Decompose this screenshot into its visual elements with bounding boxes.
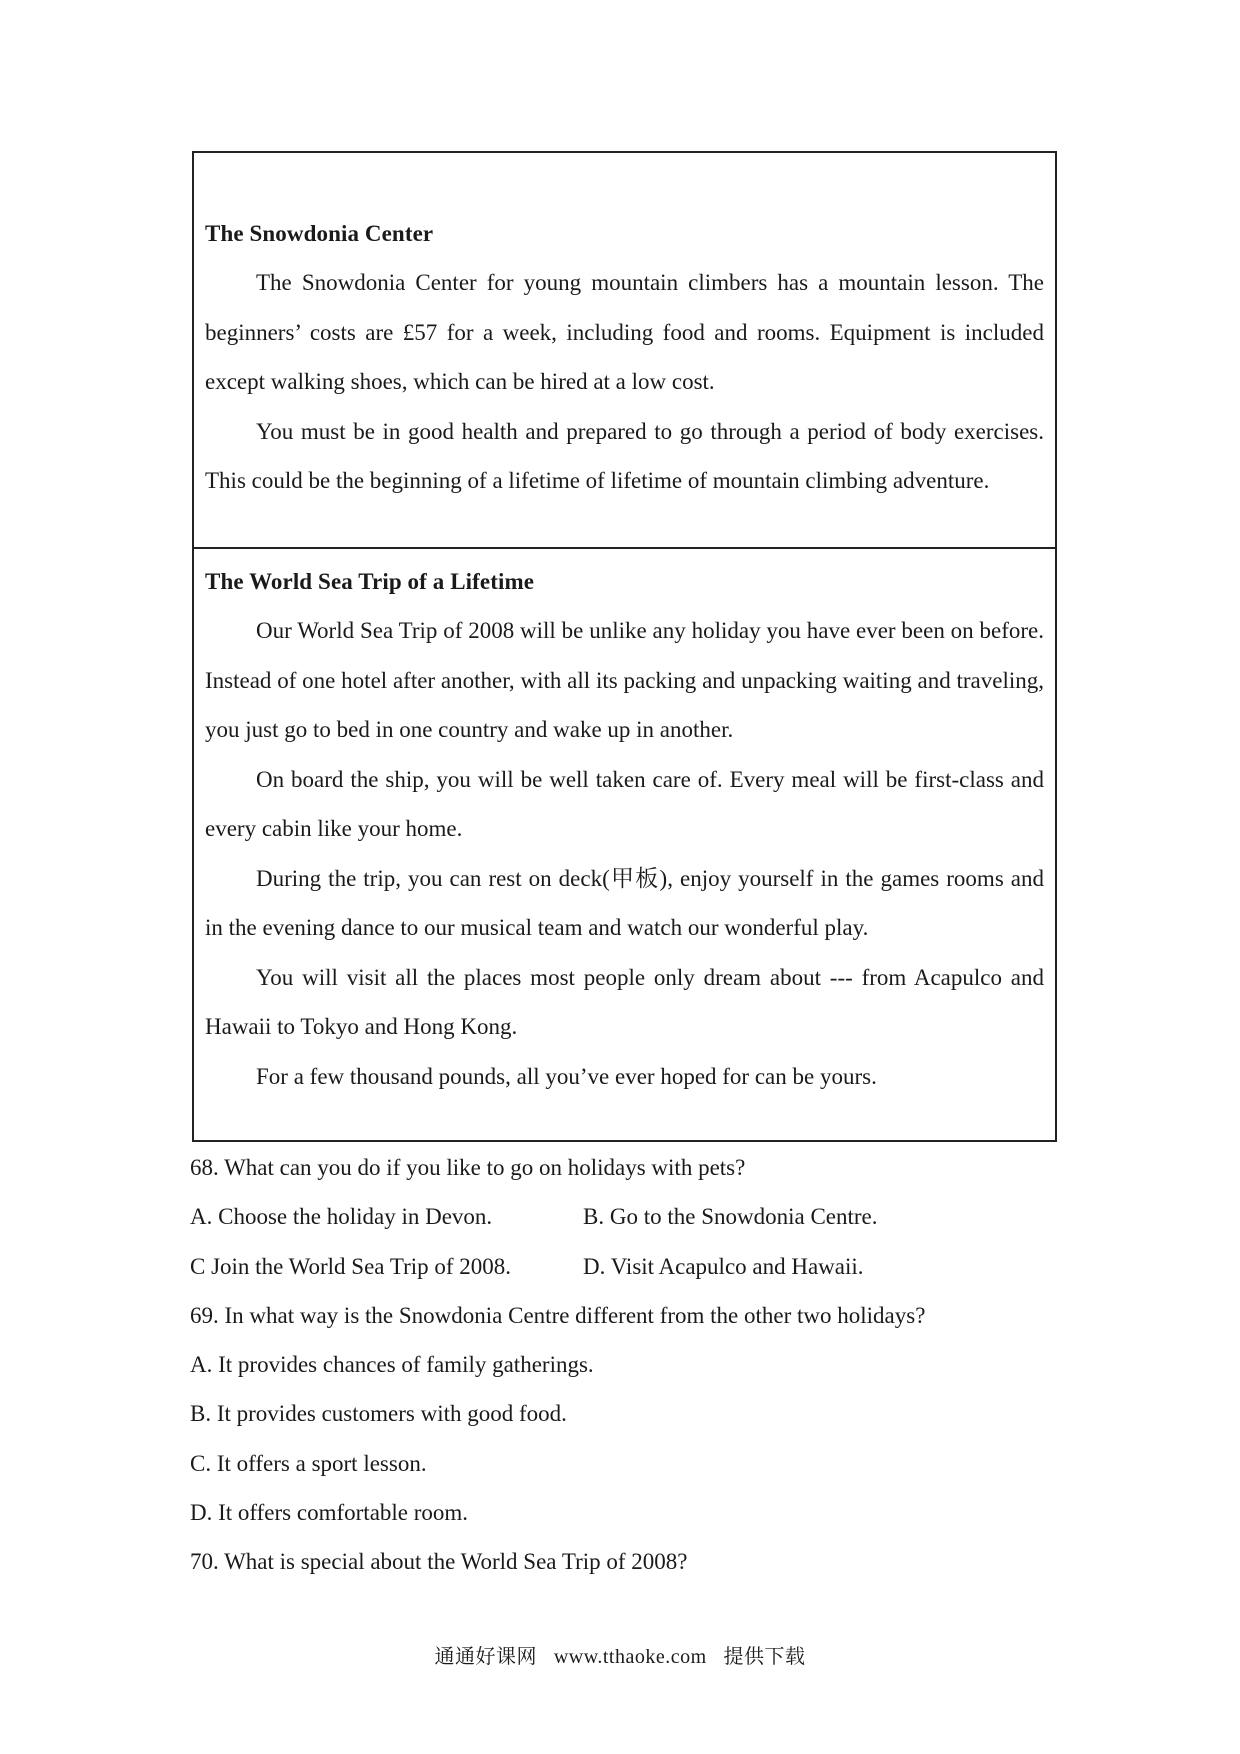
question-68-option-b: B. Go to the Snowdonia Centre. <box>583 1204 878 1230</box>
page-footer <box>0 1640 1240 1669</box>
sea-trip-paragraph-3: During the trip, you can rest on deck(甲板), enjoy yourself in the games rooms and in the evening dance to our musical team and watch our wonderful play. <box>205 865 1044 940</box>
question-70-stem: 70. What is special about the World Sea Trip of 2008? <box>190 1549 688 1575</box>
sea-trip-section <box>192 547 1057 1142</box>
question-68-options-row-1 <box>190 1192 1060 1241</box>
snowdonia-title: The Snowdonia Center <box>205 221 434 246</box>
sea-trip-paragraph-5: For a few thousand pounds, all you’ve ever hoped for can be yours. <box>256 1063 877 1089</box>
sea-trip-paragraph-1: Our World Sea Trip of 2008 will be unlike any holiday you have ever been on before. Instead of one hotel after another, with all its packing and unpacking waiting and traveling, you just go to bed in one country and wake up in another. <box>205 618 1044 742</box>
question-69-option-c: C. It offers a sport lesson. <box>190 1450 427 1476</box>
footer-suffix: 提供下载 <box>723 1644 806 1668</box>
sea-trip-paragraph-4: You will visit all the places most people only dream about --- from Acapulco and Hawaii to Tokyo and Hong Kong. <box>205 964 1044 1039</box>
snowdonia-paragraph-2: You must be in good health and prepared to go through a period of body exercises. This could be the beginning of a lifetime of lifetime of mountain climbing adventure. <box>205 418 1044 493</box>
question-68-option-c: C Join the World Sea Trip of 2008. <box>190 1253 512 1279</box>
question-69-option-d: D. It offers comfortable room. <box>190 1500 469 1526</box>
sea-trip-title: The World Sea Trip of a Lifetime <box>205 569 535 594</box>
question-68-option-d: D. Visit Acapulco and Hawaii. <box>583 1253 864 1279</box>
question-68-option-a: A. Choose the holiday in Devon. <box>190 1204 493 1230</box>
sea-trip-paragraph-2: On board the ship, you will be well taken care of. Every meal will be first-class and every cabin like your home. <box>205 766 1044 841</box>
snowdonia-section <box>192 151 1057 549</box>
question-68-options-row-2 <box>190 1242 1060 1291</box>
question-69-stem: 69. In what way is the Snowdonia Centre different from the other two holidays? <box>190 1302 926 1328</box>
footer-site-name: 通通好课网 <box>434 1644 537 1668</box>
question-69-option-a: A. It provides chances of family gatherings. <box>190 1352 594 1378</box>
snowdonia-paragraph-1: The Snowdonia Center for young mountain climbers has a mountain lesson. The beginners’ costs are £57 for a week, including food and rooms. Equipment is included except walking shoes, which can be hired at a low cost. <box>205 270 1044 394</box>
footer-url: www.tthaoke.com <box>553 1646 707 1668</box>
question-68-stem: 68. What can you do if you like to go on holidays with pets? <box>190 1155 746 1180</box>
question-69-option-b: B. It provides customers with good food. <box>190 1401 567 1427</box>
questions-section <box>190 1143 1060 1587</box>
